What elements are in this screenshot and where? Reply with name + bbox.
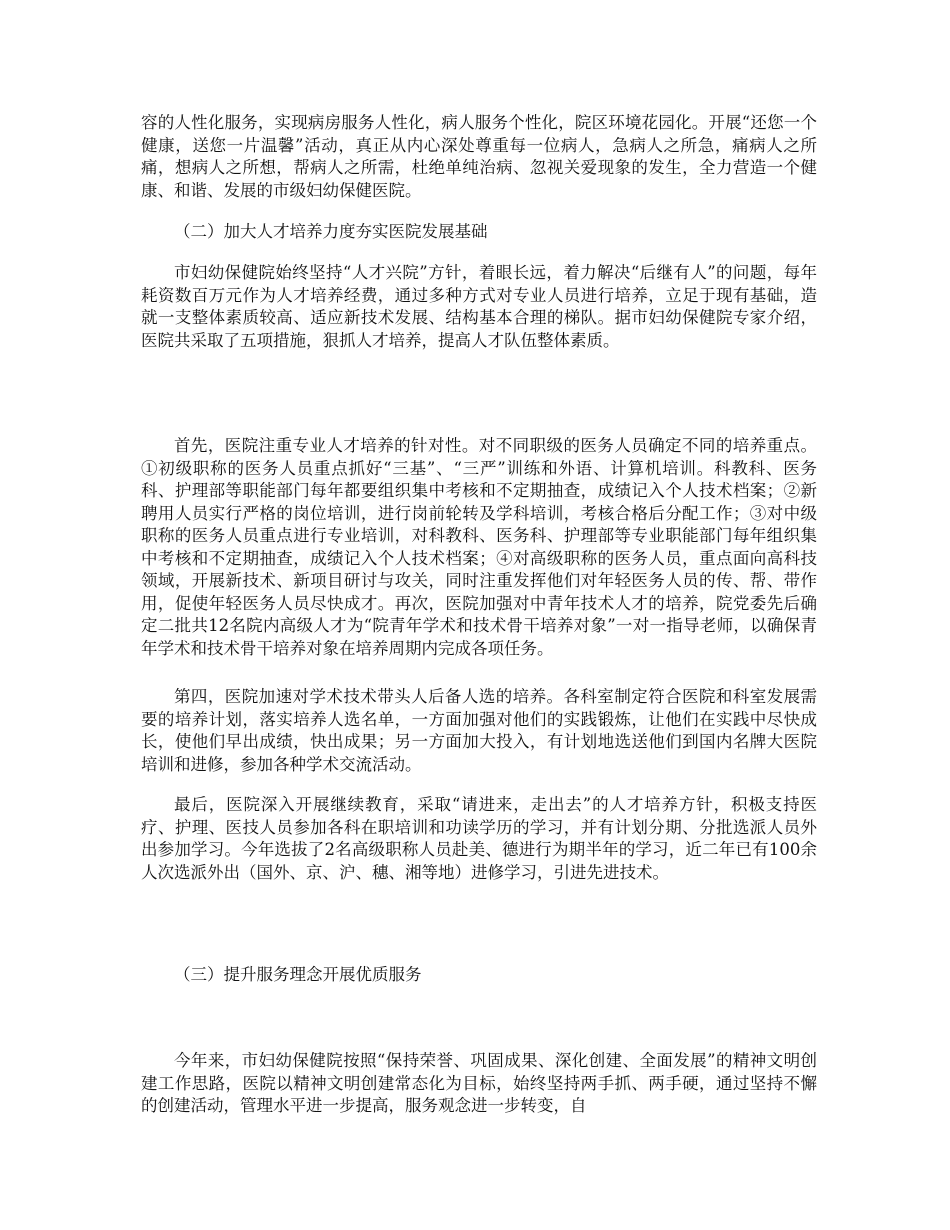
paragraph-humanized-service: 容的人性化服务，实现病房服务人性化，病人服务个性化，院区环境花园化。开展“还您一个健康，送您一片温馨”活动，真正从内心深处尊重每一位病人，急病人之所急，痛病人之所痛，想病人之所想，帮病人之所需，杜绝单纯治病、忽视关爱现象的发生，全力营造一个健康、和谐、发展的市级妇幼保健医院。 [141, 113, 817, 200]
paragraph-last-measure: 最后，医院深入开展继续教育，采取“请进来，走出去”的人才培养方针，积极支持医疗、护理、医技人员参加各科在职培训和功读学历的学习，并有计划分期、分批选派人员外出参加学习。今年选拔了2名高级职称人员赴美、德进行为期半年的学习，近二年已有100余人次选派外出（国外、京、沪、穗、湘等地）进修学习，引进先进技术。 [141, 795, 817, 882]
paragraph-service-concept: 今年来，市妇幼保健院按照“保持荣誉、巩固成果、深化创建、全面发展”的精神文明创建工作思路，医院以精神文明创建常态化为目标，始终坚持两手抓、两手硬，通过坚持不懈的创建活动，管理水平进一步提高，服务观念进一步转变，自 [141, 1051, 817, 1115]
paragraph-fourth-measure: 第四，医院加速对学术技术带头人后备人选的培养。各科室制定符合医院和科室发展需要的培养计划，落实培养人选名单，一方面加强对他们的实践锻炼，让他们在实践中尽快成长，使他们早出成绩，快出成果；另一方面加大投入，有计划地选送他们到国内名牌大医院培训和进修，参加各种学术交流活动。 [141, 687, 817, 774]
paragraph-talent-policy: 市妇幼保健院始终坚持“人才兴院”方针，着眼长远，着力解决“后继有人”的问题，每年耗资数百万元作为人才培养经费，通过多种方式对专业人员进行培养，立足于现有基础，造就一支整体素质较高、适应新技术发展、结构基本合理的梯队。据市妇幼保健院专家介绍，医院共采取了五项措施，狠抓人才培养，提高人才队伍整体素质。 [141, 263, 817, 350]
section-heading-quality-service: （三）提升服务理念开展优质服务 [174, 965, 422, 984]
paragraph-first-measure: 首先，医院注重专业人才培养的针对性。对不同职级的医务人员确定不同的培养重点。①初级职称的医务人员重点抓好“三基”、“三严”训练和外语、计算机培训。科教科、医务科、护理部等职能部门每年都要组织集中考核和不定期抽查，成绩记入个人技术档案；②新聘用人员实行严格的岗位培训，进行岗前轮转及学科培训，考核合格后分配工作；③对中级职称的医务人员重点进行专业培训，对科教科、医务科、护理部等专业职能部门每年组织集中考核和不定期抽查，成绩记入个人技术档案；④对高级职称的医务人员，重点面向高科技领域，开展新技术、新项目研讨与攻关，同时注重发挥他们对年轻医务人员的传、帮、带作用，促使年轻医务人员尽快成才。再次，医院加强对中青年技术人才的培养，院党委先后确定二批共12名院内高级人才为“院青年学术和技术骨干培养对象”一对一指导老师，以确保青年学术和技术骨干培养对象在培养周期内完成各项任务。 [141, 436, 817, 658]
section-heading-talent-training: （二）加大人才培养力度夯实医院发展基础 [174, 222, 488, 241]
